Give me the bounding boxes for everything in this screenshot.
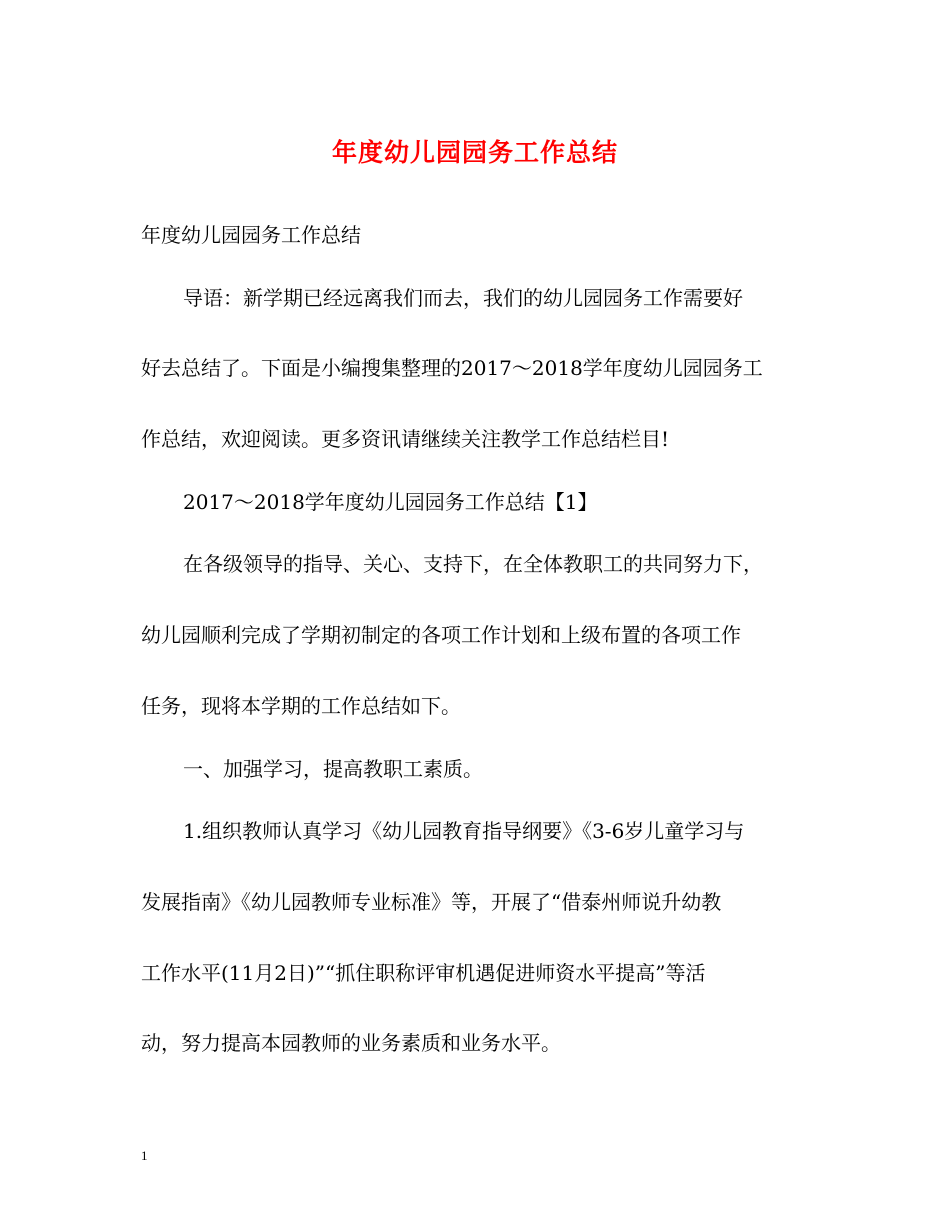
paragraph-line: 动，努力提高本园教师的业务素质和业务水平。 bbox=[141, 1031, 561, 1055]
paragraph-heading: 年度幼儿园园务工作总结 bbox=[141, 223, 361, 247]
paragraph-line: 好去总结了。下面是小编搜集整理的2017～2018学年度幼儿园园务工 bbox=[141, 356, 763, 380]
section-heading: 2017～2018学年度幼儿园园务工作总结【1】 bbox=[183, 490, 598, 514]
paragraph-line: 发展指南》《幼儿园教师专业标准》等，开展了“借泰州师说升幼教 bbox=[141, 890, 722, 914]
page-number: 1 bbox=[141, 1148, 148, 1163]
document-title: 年度幼儿园园务工作总结 bbox=[331, 138, 618, 167]
paragraph-line: 作总结，欢迎阅读。更多资讯请继续关注教学工作总结栏目! bbox=[141, 427, 670, 451]
paragraph-line: 工作水平(11月2日)”“抓住职称评审机遇促进师资水平提高”等活 bbox=[141, 961, 706, 985]
paragraph-line: 1.组织教师认真学习《幼儿园教育指导纲要》《3-6岁儿童学习与 bbox=[183, 819, 745, 843]
paragraph-line: 任务，现将本学期的工作总结如下。 bbox=[141, 694, 461, 718]
paragraph-line: 导语：新学期已经远离我们而去，我们的幼儿园园务工作需要好 bbox=[183, 286, 743, 310]
section-heading: 一、加强学习，提高教职工素质。 bbox=[183, 757, 483, 781]
paragraph-line: 在各级领导的指导、关心、支持下，在全体教职工的共同努力下， bbox=[183, 552, 763, 576]
paragraph-line: 幼儿园顺利完成了学期初制定的各项工作计划和上级布置的各项工作 bbox=[141, 623, 741, 647]
